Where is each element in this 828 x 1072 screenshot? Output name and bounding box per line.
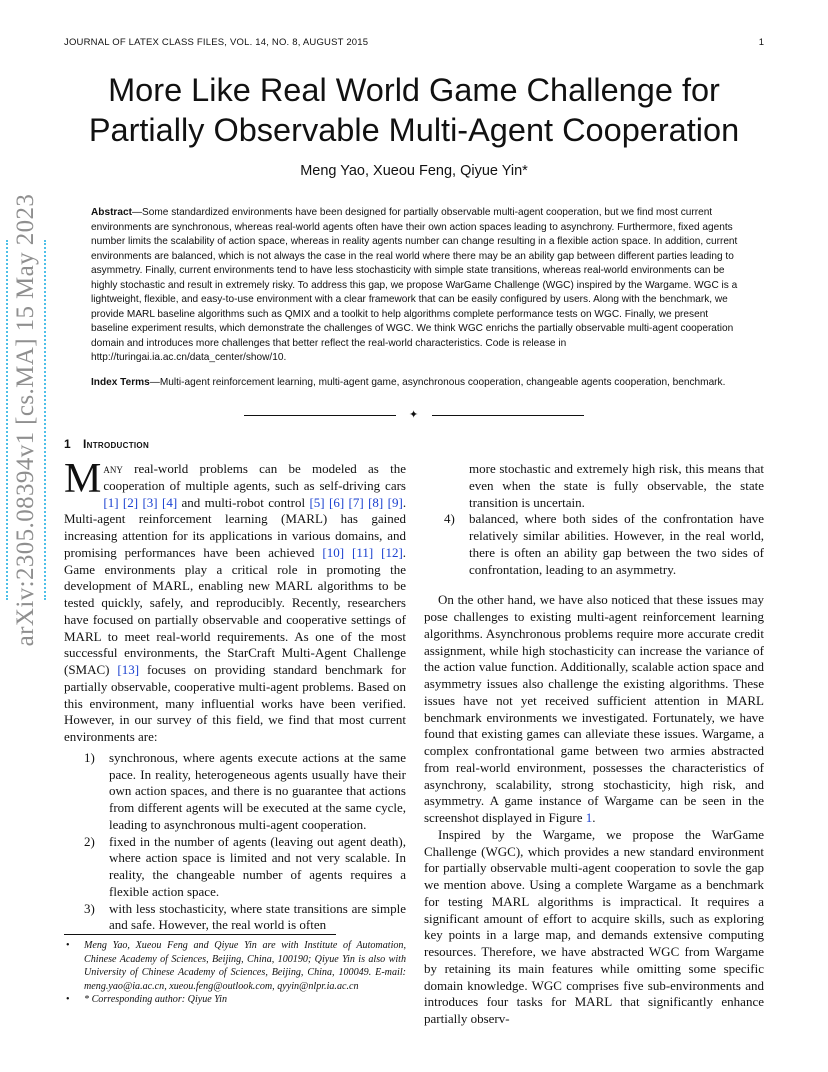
section-heading: [64, 437, 149, 451]
intro-text: . Multi-agent reinforcement learning (MARL) has gained increasing attention for its applications in various domains, and promising performances have been achieved: [64, 494, 407, 560]
footnotes: [64, 939, 406, 1007]
list-item-text: balanced, where both sides of the confrontation have relatively similar abilities. However, in the real world, there is often an ability gap between the two sides of confrontation, leading to an asymmetry.: [469, 511, 764, 577]
citation-link[interactable]: [6]: [329, 494, 345, 510]
page-number: 1: [758, 37, 764, 48]
stamp-dotted-border-left: [6, 240, 8, 600]
paragraph-text: On the other hand, we have also noticed that these issues may pose challenges to existing multi-agent reinforcement learning algorithms. Asynchronous problems require more accurate credit assignment, while high stochasticity can increase the variance of the action value function. Additionally, scalable action space and asymmetry issues also challenge the existing algorithms. These issues have not yet received sufficient attention in MARL benchmark environments we investigated. Fortunately, we have found that existing games can alleviate these issues. Wargame, a complex confrontational game between two armies abstracted from real-world environment, possesses the characteristics of asynchrony, scalability, strong stochasticity, high risk, and asymmetry. A game instance of Wargame can be seen in the screenshot displayed in Figure: [424, 592, 764, 825]
citation-link[interactable]: [9]: [387, 494, 403, 510]
footnote-affiliation: [64, 939, 406, 993]
abstract: [91, 206, 739, 366]
list-item: [64, 750, 406, 834]
divider-rule-left: [244, 415, 396, 416]
arxiv-identifier: arXiv:2305.08394v1 [cs.MA] 15 May 2023: [12, 193, 39, 647]
footnote-corresponding: [64, 993, 406, 1007]
section-title: Introduction: [82, 437, 150, 451]
list-marker: 1): [84, 749, 95, 765]
left-column: [64, 456, 407, 934]
citation-link[interactable]: [2]: [122, 494, 139, 510]
arxiv-stamp: [4, 193, 48, 647]
author-list: Meng Yao, Xueou Feng, Qiyue Yin*: [300, 163, 528, 179]
list-item: [64, 834, 406, 901]
list-marker: 3): [84, 900, 95, 916]
paragraph-text: .: [592, 810, 596, 825]
footnote-text: Meng Yao, Xueou Feng and Qiyue Yin are with Institute of Automation, Chinese Academy of Sciences, Beijing, China, 100190; Qiyue Yin is also with University of Chinese Academy of Sciences, Beijing, China, 100049. E-mail: meng.yao@ia.ac.cn, xueou.feng@outlook.com, qyyin@nlpr.ia.ac.cn: [84, 940, 406, 992]
list-item: [424, 511, 764, 578]
index-terms-text: —Multi-agent reinforcement learning, multi-agent game, asynchronous cooperation, changeable agents cooperation, benchmark.: [149, 377, 726, 388]
property-list-continued: [424, 511, 764, 578]
divider-rule-right: [432, 415, 584, 416]
section-number: 1: [64, 437, 71, 451]
challenges-paragraph: [424, 592, 764, 827]
citation-link[interactable]: [5]: [309, 494, 325, 510]
citation-link[interactable]: [10]: [322, 544, 345, 560]
right-column: [424, 461, 764, 1028]
divider-diamond-icon: ✦: [409, 409, 419, 421]
citation-link[interactable]: [11]: [351, 544, 374, 560]
abstract-text: —Some standardized environments have been designed for partially observable multi-agent cooperation, but we find most current environments are synchronous, whereas real-world agents often have their own action spaces leading to asynchrony. Furthermore, fixed agents number limits the scalability of action space, whereas in reality agents number can change resulting in a flexible action space. In addition, current environments are balanced, which is not always the case in the real world where there may be an ability gap between different parties leading to asymmetry. Finally, current environments tend to have less stochasticity with simple state transitions, whereas real-world environments can be highly stochastic and result in extremely risky. To address this gap, we propose WarGame Challenge (WGC) inspired by the Wargame. WGC is a lightweight, flexible, and easy-to-use environment with a clear framework that can be easily configured by users. Along with the benchmark, we provide MARL baseline algorithms such as QMIX and a toolkit to help algorithms complete performance tests on WGC. Finally, we present baseline experiment results, which demonstrate the challenges of WGC. We think WGC enrichs the partially observable multi-agent cooperation domain and introduces more challenges that better reflect the real-world characteristics. Code is release in http://turingai.ia.ac.cn/data_center/show/10.: [91, 207, 738, 363]
list-item-continuation: more stochastic and extremely high risk, this means that even when the state is fully observable, the state transition is uncertain.: [469, 461, 764, 510]
citation-link[interactable]: [13]: [117, 662, 140, 677]
title-line-1: More Like Real World Game Challenge for: [108, 72, 720, 108]
footnote-rule: [64, 934, 336, 935]
stamp-dotted-border-right: [44, 240, 46, 600]
list-marker: 4): [444, 511, 455, 527]
index-terms-label: Index Terms: [91, 377, 150, 388]
citation-link[interactable]: [3]: [142, 494, 158, 510]
citation-link[interactable]: [4]: [162, 494, 178, 510]
list-marker: 2): [84, 833, 95, 849]
list-item-text: synchronous, where agents execute actions at the same pace. In reality, heterogeneous agents usually have their own action spaces, and there is no guarantee that actions from different agents will be executed at the same cycle, leading to asynchronous multi-agent cooperation.: [109, 749, 406, 832]
figure-link[interactable]: 1: [585, 810, 593, 825]
property-list: [64, 750, 406, 934]
citation-group: [322, 545, 402, 560]
list-item-text: with less stochasticity, where state transitions are simple and safe. However, the real world is often: [109, 900, 406, 933]
citation-link[interactable]: [8]: [368, 494, 384, 510]
drop-cap: M: [64, 456, 102, 502]
abstract-label: Abstract: [91, 207, 132, 218]
citation-link[interactable]: [7]: [348, 494, 364, 510]
intro-paragraph: [64, 456, 407, 746]
citation-link[interactable]: [1]: [103, 494, 119, 510]
index-terms: [91, 376, 739, 391]
list-item: [64, 901, 406, 935]
citation-link[interactable]: [12]: [381, 544, 403, 560]
intro-smallcaps: any: [103, 461, 123, 476]
wgc-paragraph: Inspired by the Wargame, we propose the WarGame Challenge (WGC), which provides a new standard environment for partially observable multi-agent cooperation to sovle the gap we mention above. Using a complete Wargame as a benchmark for testing MARL algorithms is impractical. It requires a significant amount of effort to acquire skills, such as exploring key points in a large map, and demands extensive computing resources. Therefore, we have abstracted WGC from Wargame by retaining its main features while omitting some specific domain knowledge. WGC comprises five sub-environments and introduces four tasks for MARL that significantly enhance partially observ-: [424, 826, 764, 1026]
title-line-2: Partially Observable Multi-Agent Cooperation: [88, 112, 740, 148]
running-header: JOURNAL OF LATEX CLASS FILES, VOL. 14, NO. 8, AUGUST 2015: [64, 37, 369, 48]
footnote-bullet: •: [66, 994, 70, 1006]
section-divider: [244, 408, 584, 422]
intro-text: and multi-robot control: [177, 494, 310, 510]
citation-group: [103, 495, 177, 510]
intro-text: real-world problems can be modeled as the cooperation of multiple agents, such as self-driving cars: [103, 461, 406, 493]
intro-text: focuses on providing standard benchmark for partially observable, cooperative multi-agent problems. Based on this environment, many influential works have been verified. However, in our survey of this field, we find that most current environments are:: [64, 662, 406, 744]
footnote-bullet: •: [66, 940, 70, 951]
intro-text: . Game environments play a critical role in promoting the development of MARL, enabling new MARL algorithms to be tested quickly, safely, and reproducibly. Recently, researchers have focused on partially observable and cooperative settings of MARL to meet real-world requirements. As one of the most successful environments, the StarCraft Multi-Agent Challenge (SMAC): [64, 544, 407, 677]
list-item-text: fixed in the number of agents (leaving out agent death), where action space is limited and not very scalable. In reality, the changeable number of agents requires a flexible action space.: [109, 833, 406, 899]
paper-title: [40, 70, 788, 150]
citation-group: [309, 495, 402, 510]
footnote-text: * Corresponding author: Qiyue Yin: [84, 994, 227, 1006]
